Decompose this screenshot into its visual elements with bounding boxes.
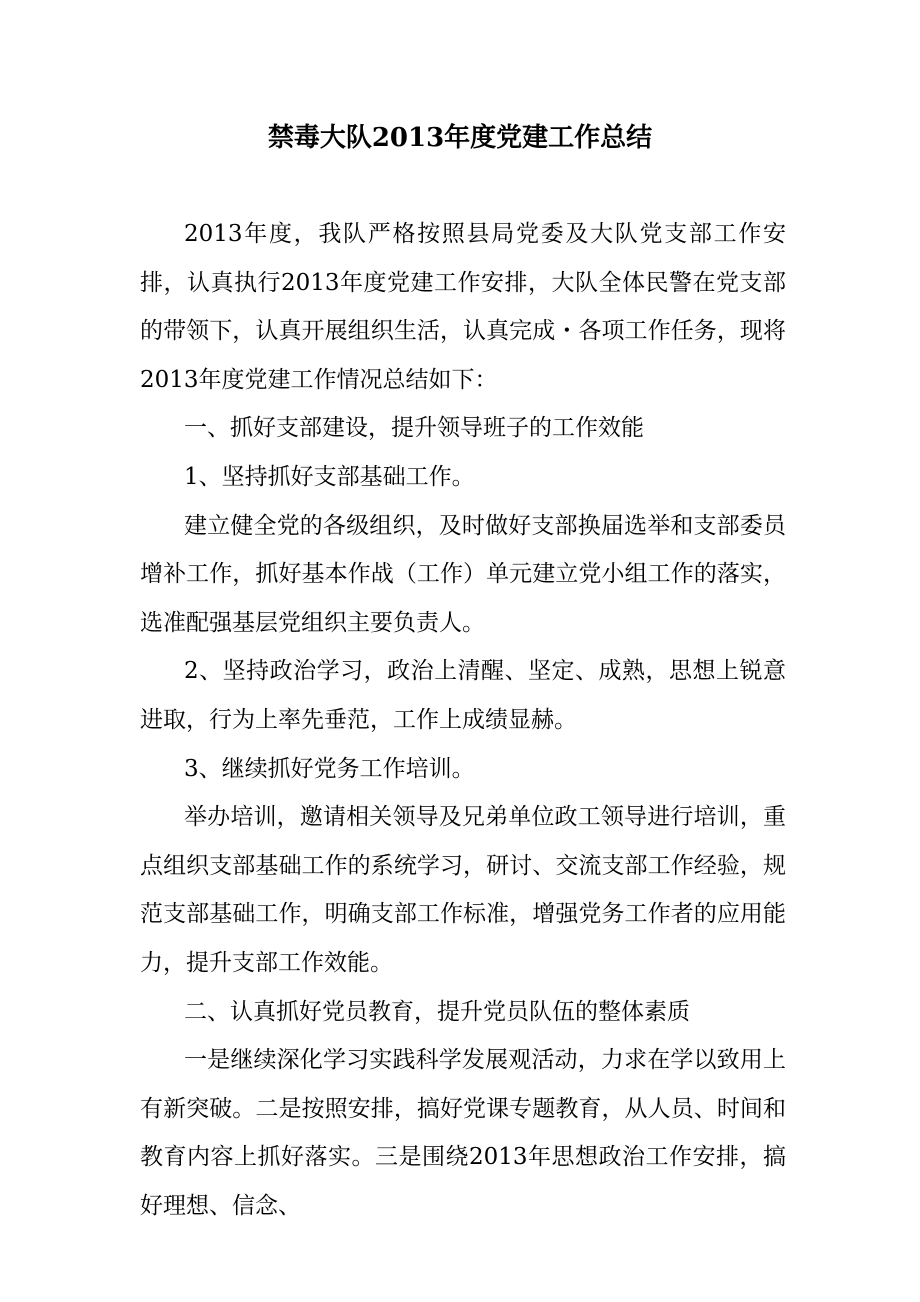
document-body [140, 210, 786, 1230]
paragraph-1-1: 建立健全党的各级组织，及时做好支部换届选举和支部委员增补工作，抓好基本作战（工作）单元建立党小组工作的落实，选准配强基层党组织主要负责人。 [140, 512, 786, 636]
paragraph-intro: 2013年度，我队严格按照县局党委及大队党支部工作安排，认真执行2013年度党建工作安排，大队全体民警在党支部的带领下，认真开展组织生活，认真完成・各项工作任务，现将2013年度党建工作情况总结如下： [140, 221, 786, 393]
subheading-1-2: 2、坚持政治学习，政治上清醒、坚定、成熟，思想上锐意进取，行为上率先垂范，工作上成绩显赫。 [140, 658, 786, 733]
paragraph-2: 一是继续深化学习实践科学发展观活动，力求在学以致用上有新突破。二是按照安排，搞好党课专题教育，从人员、时间和教育内容上抓好落实。三是围绕2013年思想政治工作安排，搞好理想、信念、 [140, 1047, 786, 1219]
section-heading-2: 二、认真抓好党员教育，提升党员队伍的整体素质 [184, 998, 690, 1025]
subheading-1-3: 3、继续抓好党务工作培训。 [184, 755, 475, 782]
document-title: 禁毒大队2013年度党建工作总结 [267, 123, 653, 153]
section-heading-1: 一、抓好支部建设，提升领导班子的工作效能 [184, 415, 644, 442]
paragraph-1-3: 举办培训，邀请相关领导及兄弟单位政工领导进行培训，重点组织支部基础工作的系统学习，研讨、交流支部工作经验，规范支部基础工作，明确支部工作标准，增强党务工作者的应用能力，提升支部工作效能。 [140, 804, 786, 976]
subheading-1-1: 1、坚持抓好支部基础工作。 [184, 463, 475, 490]
